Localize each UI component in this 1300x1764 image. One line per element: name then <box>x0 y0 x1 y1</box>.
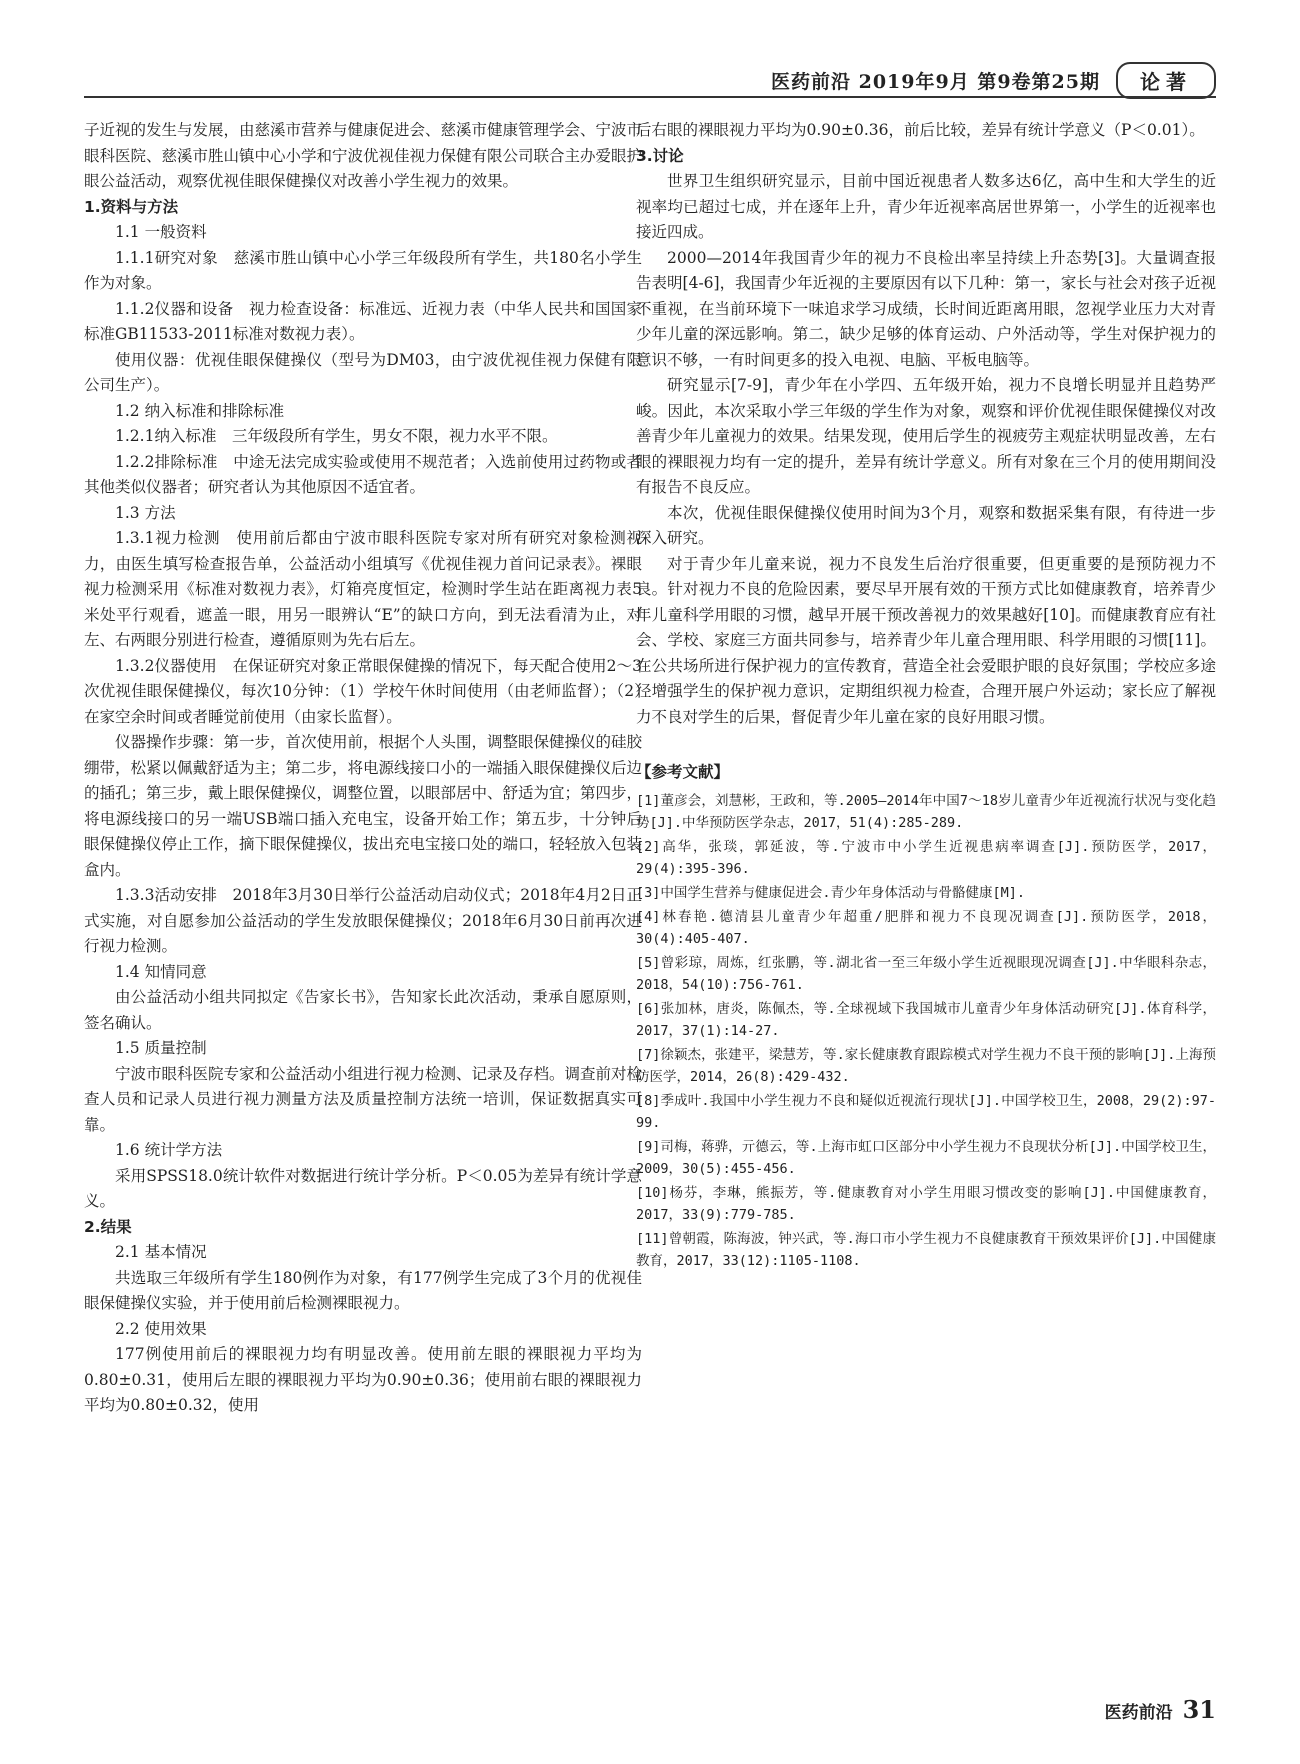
paragraph: 1.6 统计学方法 <box>115 1141 223 1159</box>
reference-item: [8]季成叶.我国中小学生视力不良和疑似近视流行现状[J].中国学校卫生，2008，29(2):97-99. <box>636 1092 1216 1131</box>
paragraph: 对于青少年儿童来说，视力不良发生后治疗很重要，但更重要的是预防视力不良。针对视力不良的危险因素，要尽早开展有效的干预方式比如健康教育，培养青少年儿童科学用眼的习惯，越早开展干预改善视力的效果越好[10]。而健康教育应有社会、学校、家庭三方面共同参与，培养青少年儿童合理用眼、科学用眼的习惯[11]。在公共场所进行保护视力的宣传教育，营造全社会爱眼护眼的良好氛围；学校应多途径增强学生的保护视力意识，定期组织视力检查，合理开展户外运动；家长应了解视力不良对学生的后果，督促青少年儿童在家的良好用眼习惯。 <box>636 554 1216 726</box>
paragraph: 世界卫生组织研究显示，目前中国近视患者人数多达6亿，高中生和大学生的近视率均已超过七成，并在逐年上升，青少年近视率高居世界第一，小学生的近视率也接近四成。 <box>636 172 1216 241</box>
reference-item: [5]曾彩琼，周炼，红张鹏，等.湖北省一至三年级小学生近视眼现况调查[J].中华眼科杂志，2018，54(10):756-761. <box>636 954 1216 993</box>
right-column <box>636 118 1216 1274</box>
section-heading: 1.资料与方法 <box>84 197 179 216</box>
paragraph: 1.2.2排除标准 中途无法完成实验或使用不规范者；入选前使用过药物或者其他类似仪器者；研究者认为其他原因不适宜者。 <box>84 452 642 496</box>
section-badge: 论著 <box>1116 62 1216 99</box>
paragraph: 1.3.3活动安排 2018年3月30日举行公益活动启动仪式；2018年4月2日正式实施，对自愿参加公益活动的学生发放眼保健操仪；2018年6月30日前再次进行视力检测。 <box>84 886 642 955</box>
reference-item: [10]杨芬，李琳，熊振芳，等.健康教育对小学生用眼习惯改变的影响[J].中国健康教育，2017，33(9):779-785. <box>636 1184 1216 1223</box>
left-column <box>84 118 642 1419</box>
reference-item: [4]林春艳.德清县儿童青少年超重/肥胖和视力不良现况调查[J].预防医学，2018，30(4):405-407. <box>636 908 1216 947</box>
reference-item: [2]高华，张琰，郭延波，等.宁波市中小学生近视患病率调查[J].预防医学，2017，29(4):395-396. <box>636 838 1216 877</box>
paragraph: 1.5 质量控制 <box>115 1039 207 1057</box>
reference-item: [11]曾朝霞，陈海波，钟兴武，等.海口市小学生视力不良健康教育干预效果评价[J].中国健康教育，2017，33(12):1105-1108. <box>636 1230 1216 1269</box>
reference-item: [6]张加林，唐炎，陈佩杰，等.全球视域下我国城市儿童青少年身体活动研究[J].体育科学，2017，37(1):14-27. <box>636 1000 1216 1039</box>
reference-item: [3]中国学生营养与健康促进会.青少年身体活动与骨骼健康[M]. <box>636 884 1026 901</box>
page-number: 31 <box>1182 1695 1216 1724</box>
section-heading: 3.讨论 <box>636 146 684 165</box>
paragraph: 1.1.2仪器和设备 视力检查设备：标准远、近视力表（中华人民共和国国家标准GB11533-2011标准对数视力表）。 <box>84 299 642 343</box>
reference-item: [9]司梅，蒋骅，亓德云，等.上海市虹口区部分中小学生视力不良现状分析[J].中国学校卫生，2009，30(5):455-456. <box>636 1138 1216 1177</box>
paragraph: 1.1 一般资料 <box>115 223 207 241</box>
paragraph: 1.3.2仪器使用 在保证研究对象正常眼保健操的情况下，每天配合使用2～3次优视佳眼保健操仪，每次10分钟：（1）学校午休时间使用（由老师监督）；（2）在家空余时间或者睡觉前使用（由家长监督）。 <box>84 656 642 726</box>
paragraph: 仪器操作步骤：第一步，首次使用前，根据个人头围，调整眼保健操仪的硅胶绷带，松紧以佩戴舒适为主；第二步，将电源线接口小的一端插入眼保健操仪后边的插孔；第三步，戴上眼保健操仪，调整位置，以眼部居中、舒适为宜；第四步，将电源线接口的另一端USB端口插入充电宝，设备开始工作；第五步，十分钟后眼保健操仪停止工作，摘下眼保健操仪，拔出充电宝接口处的端口，轻轻放入包装盒内。 <box>84 733 643 879</box>
running-footer <box>1105 1695 1216 1724</box>
reference-item: [7]徐颖杰，张建平，梁慧芳，等.家长健康教育跟踪模式对学生视力不良干预的影响[J].上海预防医学，2014，26(8):429-432. <box>636 1046 1216 1085</box>
reference-item: [1]董彦会，刘慧彬，王政和，等.2005—2014年中国7～18岁儿童青少年近视流行状况与变化趋势[J].中华预防医学杂志，2017，51(4):285-289. <box>636 792 1216 831</box>
paragraph: 由公益活动小组共同拟定《告家长书》，告知家长此次活动，秉承自愿原则，签名确认。 <box>84 988 642 1032</box>
paragraph: 研究显示[7-9]，青少年在小学四、五年级开始，视力不良增长明显并且趋势严峻。因此，本次采取小学三年级的学生作为对象，观察和评价优视佳眼保健操仪对改善青少年儿童视力的效果。结果发现，使用后学生的视疲劳主观症状明显改善，左右眼的裸眼视力均有一定的提升，差异有统计学意义。所有对象在三个月的使用期间没有报告不良反应。 <box>636 376 1216 496</box>
paragraph: 1.1.1研究对象 慈溪市胜山镇中心小学三年级段所有学生，共180名小学生作为对象。 <box>84 248 642 292</box>
paragraph: 使用仪器：优视佳眼保健操仪（型号为DM03，由宁波优视佳视力保健有限公司生产）。 <box>84 350 642 394</box>
paragraph: 2000—2014年我国青少年的视力不良检出率呈持续上升态势[3]。大量调查报告表明[4-6]，我国青少年近视的主要原因有以下几种：第一，家长与社会对孩子近视不重视，在当前环境下一味追求学习成绩，长时间近距离用眼，忽视学业压力大对青少年儿童的深远影响。第二，缺少足够的体育运动、户外活动等，学生对保护视力的意识不够，一有时间更多的投入电视、电脑、平板电脑等。 <box>636 248 1216 369</box>
header-rule <box>84 96 1216 98</box>
paragraph: 2.2 使用效果 <box>115 1319 207 1338</box>
paragraph: 2.1 基本情况 <box>115 1243 207 1261</box>
running-header <box>771 62 1216 99</box>
paragraph: 共选取三年级所有学生180例作为对象，有177例学生完成了3个月的优视佳眼保健操仪实验，并于使用前后检测裸眼视力。 <box>84 1268 642 1312</box>
section-heading: 2.结果 <box>84 1217 132 1236</box>
references-title: 【参考文献】 <box>636 763 730 781</box>
paragraph: 1.3 方法 <box>115 503 176 522</box>
paragraph: 子近视的发生与发展，由慈溪市营养与健康促进会、慈溪市健康管理学会、宁波市眼科医院、慈溪市胜山镇中心小学和宁波优视佳视力保健有限公司联合主办爱眼护眼公益活动，观察优视佳眼保健操仪对改善小学生视力的效果。 <box>84 121 643 190</box>
paragraph: 本次，优视佳眼保健操仪使用时间为3个月，观察和数据采集有限，有待进一步深入研究。 <box>636 503 1216 547</box>
paragraph: 1.2 纳入标准和排除标准 <box>115 401 285 420</box>
paragraph: 1.2.1纳入标准 三年级段所有学生，男女不限，视力水平不限。 <box>115 427 558 445</box>
journal-issue: 医药前沿 2019年9月 第9卷第25期 <box>771 71 1100 93</box>
paragraph: 宁波市眼科医院专家和公益活动小组进行视力检测、记录及存档。调查前对检查人员和记录人员进行视力测量方法及质量控制方法统一培训，保证数据真实可靠。 <box>84 1064 643 1134</box>
footer-journal: 医药前沿 <box>1104 1703 1173 1723</box>
paragraph: 采用SPSS18.0统计软件对数据进行统计学分析。P＜0.05为差异有统计学意义。 <box>84 1166 642 1210</box>
paragraph: 1.4 知情同意 <box>115 962 207 981</box>
paragraph: 后右眼的裸眼视力平均为0.90±0.36，前后比较，差异有统计学意义（P＜0.01）。 <box>636 121 1205 139</box>
paragraph: 1.3.1视力检测 使用前后都由宁波市眼科医院专家对所有研究对象检测视力，由医生填写检查报告单，公益活动小组填写《优视佳视力首问记录表》。裸眼视力检测采用《标准对数视力表》，灯箱亮度恒定，检测时学生站在距离视力表5米处平行观看，遮盖一眼，用另一眼辨认“E”的缺口方向，到无法看清为止，对左、右两眼分别进行检查，遵循原则为先右后左。 <box>84 529 642 649</box>
paragraph: 177例使用前后的裸眼视力均有明显改善。使用前左眼的裸眼视力平均为0.80±0.31，使用后左眼的裸眼视力平均为0.90±0.36；使用前右眼的裸眼视力平均为0.80±0.32，使用 <box>84 1345 642 1414</box>
